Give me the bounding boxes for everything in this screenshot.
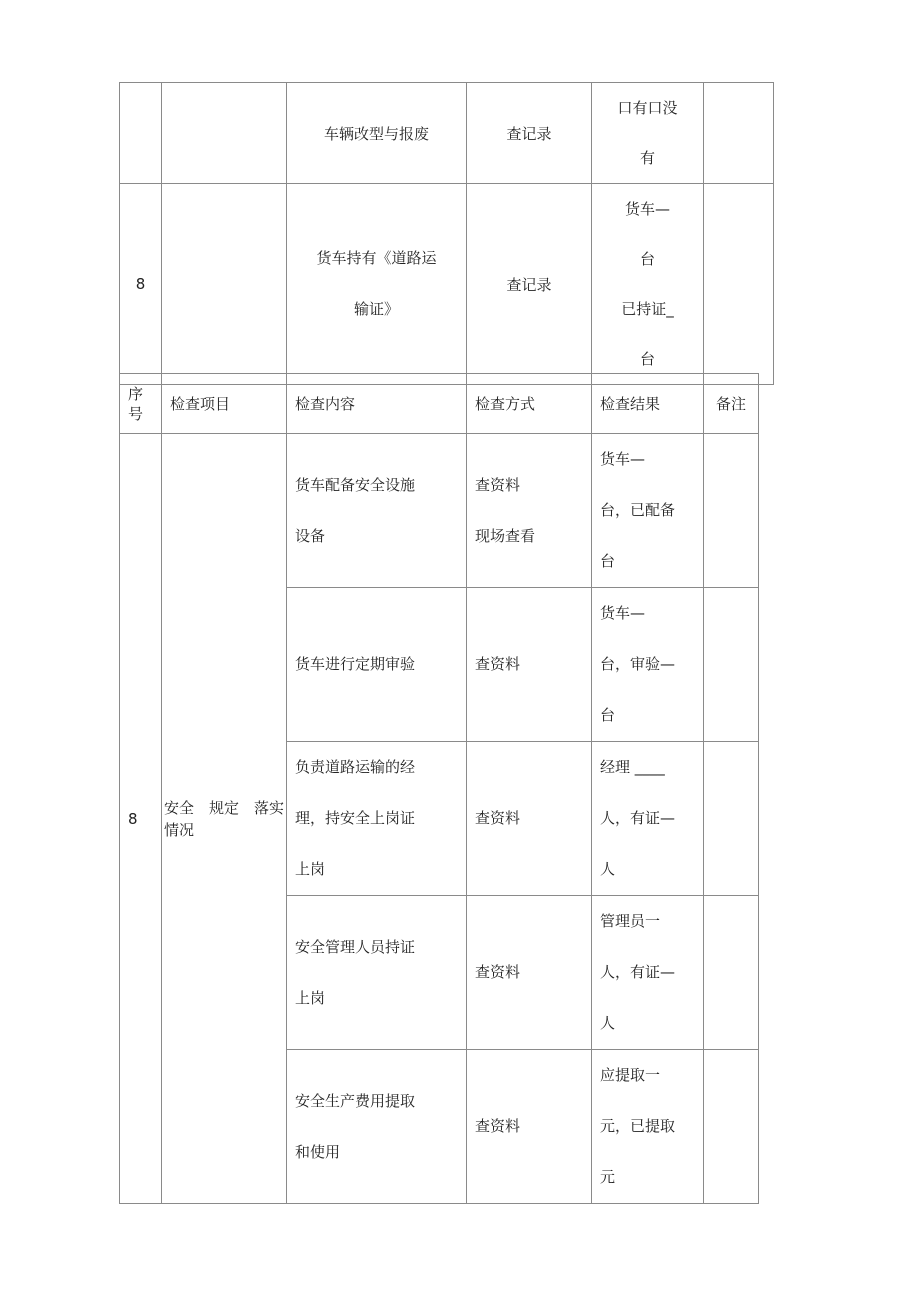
item-cell bbox=[162, 83, 287, 184]
note-cell bbox=[704, 588, 759, 742]
header-method: 检查方式 bbox=[467, 374, 592, 434]
result-cell: 口有口没 有 bbox=[592, 83, 704, 184]
method-cell: 查资料 bbox=[467, 588, 592, 742]
group-item-word: 安全 bbox=[164, 798, 195, 817]
header-seq: 序 号 bbox=[120, 374, 162, 434]
header-result: 检查结果 bbox=[592, 374, 704, 434]
method-cell: 查资料 bbox=[467, 742, 592, 896]
seq-cell bbox=[120, 83, 162, 184]
note-cell bbox=[704, 896, 759, 1050]
seq-cell: 8 bbox=[120, 184, 162, 385]
group-seq-cell: 8 bbox=[120, 434, 162, 1204]
group-item-cell: 安全 规定 落实 情况 bbox=[162, 434, 287, 1204]
content-cell: 货车进行定期审验 bbox=[287, 588, 467, 742]
result-cell: 应提取一 元，已提取 元 bbox=[592, 1050, 704, 1204]
table-row bbox=[120, 184, 774, 385]
header-content: 检查内容 bbox=[287, 374, 467, 434]
method-cell: 查资料 bbox=[467, 1050, 592, 1204]
note-cell bbox=[704, 83, 774, 184]
header-row bbox=[120, 374, 759, 434]
header-note: 备注 bbox=[704, 374, 759, 434]
result-cell: 管理员一 人，有证— 人 bbox=[592, 896, 704, 1050]
method-cell: 查记录 bbox=[467, 83, 592, 184]
group-item-word: 落实 bbox=[253, 798, 284, 817]
method-cell: 查资料 bbox=[467, 896, 592, 1050]
group-item-word: 规定 bbox=[208, 798, 239, 817]
content-cell: 负责道路运输的经 理，持安全上岗证 上岗 bbox=[287, 742, 467, 896]
inspection-table bbox=[119, 373, 759, 1204]
method-cell: 查记录 bbox=[467, 184, 592, 385]
content-cell: 货车配备安全设施 设备 bbox=[287, 434, 467, 588]
item-cell bbox=[162, 184, 287, 385]
content-cell: 安全生产费用提取 和使用 bbox=[287, 1050, 467, 1204]
result-cell: 经理 ____ 人，有证— 人 bbox=[592, 742, 704, 896]
content-cell: 安全管理人员持证 上岗 bbox=[287, 896, 467, 1050]
content-cell: 货车持有《道路运 输证》 bbox=[287, 184, 467, 385]
result-cell: 货车— 台，已配备 台 bbox=[592, 434, 704, 588]
result-cell: 货车— 台，审验— 台 bbox=[592, 588, 704, 742]
note-cell bbox=[704, 184, 774, 385]
header-item: 检查项目 bbox=[162, 374, 287, 434]
table-row bbox=[120, 83, 774, 184]
method-cell: 查资料 现场查看 bbox=[467, 434, 592, 588]
note-cell bbox=[704, 434, 759, 588]
result-cell: 货车— 台 已持证_ 台 bbox=[592, 184, 704, 385]
note-cell bbox=[704, 742, 759, 896]
note-cell bbox=[704, 1050, 759, 1204]
table-row bbox=[120, 434, 759, 588]
upper-table bbox=[119, 82, 774, 385]
content-cell: 车辆改型与报废 bbox=[287, 83, 467, 184]
